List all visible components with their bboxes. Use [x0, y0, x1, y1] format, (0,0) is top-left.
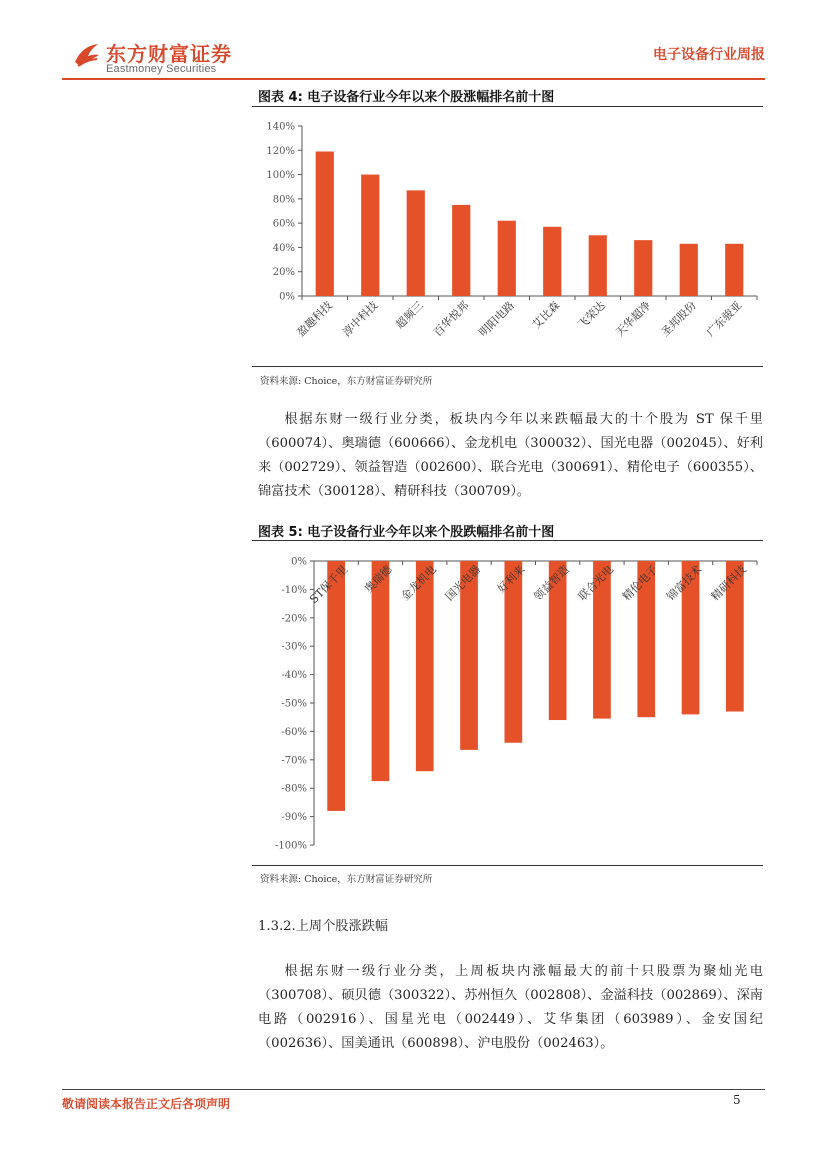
figure4-source: 资料来源: Choice，东方财富证券研究所 — [260, 376, 433, 387]
y-tick-label: 80% — [272, 194, 295, 206]
paragraph-weekly-gainers: 根据东财一级行业分类，上周板块内涨幅最大的前十只股票为聚灿光电（300708）、硕贝德（300322）、苏州恒久（002808）、金溢科技（002869）、深南电路（002916）、国星光电（002449）、艾华集团（603989）、金安国纪（002636）、国美通讯（600898）、沪电股份（002463）。 — [258, 964, 763, 1051]
y-tick-label: -90% — [281, 812, 307, 824]
header-divider — [62, 78, 765, 80]
bar — [589, 235, 607, 296]
x-category-label: 飞荣达 — [575, 298, 608, 332]
x-category-label: 金龙机电 — [398, 562, 439, 604]
y-tick-label: 60% — [272, 218, 295, 230]
x-category-label: 锦富技术 — [664, 562, 705, 604]
bar — [634, 240, 652, 296]
bar — [680, 244, 698, 296]
y-tick-label: -50% — [281, 698, 307, 710]
x-category-label: 奥瑞德 — [362, 562, 395, 596]
x-category-label: 淳中科技 — [340, 298, 381, 340]
report-title: 电子设备行业周报 — [653, 47, 765, 63]
x-category-label: 好利来 — [494, 562, 528, 596]
bar — [725, 244, 743, 296]
x-category-label: 国光电器 — [442, 562, 484, 604]
y-tick-label: 120% — [266, 145, 295, 157]
brand-name-en: Eastmoney Securities — [106, 63, 217, 75]
figure5-source: 资料来源: Choice，东方财富证券研究所 — [260, 874, 433, 885]
y-tick-label: 40% — [272, 242, 295, 254]
y-tick-label: -30% — [281, 641, 307, 653]
x-category-label: 百华悦邦 — [431, 298, 472, 340]
y-tick-label: -20% — [281, 613, 307, 625]
bar — [543, 227, 561, 296]
x-category-label: 精伦电子 — [620, 562, 661, 604]
figure5-top-rule — [252, 540, 763, 541]
y-tick-label: 140% — [266, 121, 295, 133]
bar — [416, 561, 434, 771]
x-category-label: 艾比森 — [529, 298, 563, 332]
y-tick-label: -70% — [281, 755, 307, 767]
x-category-label: 广东骏亚 — [704, 298, 745, 340]
y-tick-label: 100% — [266, 170, 295, 182]
x-category-label: 圣邦股份 — [658, 298, 699, 340]
figure4-title: 图表 4: 电子设备行业今年以来个股涨幅排名前十图 — [258, 90, 555, 105]
x-category-label: 超频三 — [393, 298, 426, 332]
y-tick-label: -80% — [281, 783, 307, 795]
y-tick-label: 0% — [291, 556, 307, 568]
y-tick-label: 0% — [279, 291, 295, 303]
x-category-label: 联合光电 — [575, 562, 617, 604]
bar — [316, 152, 334, 297]
brand-logo-icon — [72, 40, 102, 70]
x-category-label: 领益智造 — [531, 562, 572, 604]
figure4-bottom-rule — [252, 366, 763, 367]
figure5-bottom-rule — [252, 865, 763, 866]
y-tick-label: -40% — [281, 670, 307, 682]
bar — [361, 175, 379, 296]
bar — [452, 205, 470, 296]
x-category-label: 盈趣科技 — [294, 298, 335, 340]
losers-bar-chart — [252, 544, 764, 864]
page-number: 5 — [733, 1093, 741, 1107]
bar — [498, 221, 516, 296]
footer-divider — [62, 1089, 765, 1090]
bar — [407, 190, 425, 296]
figure5-title: 图表 5: 电子设备行业今年以来个股跌幅排名前十图 — [258, 525, 555, 540]
brand-name: 东方财富证券 — [106, 42, 232, 66]
figure4-top-rule — [252, 106, 763, 107]
x-category-label: 精研科技 — [708, 562, 749, 604]
bar — [372, 561, 390, 781]
gainers-bar-chart — [252, 108, 764, 366]
x-category-label: 明阳电路 — [476, 298, 517, 340]
y-tick-label: 20% — [272, 267, 295, 279]
paragraph-losers: 根据东财一级行业分类，板块内今年以来跌幅最大的十个股为 ST 保千里（600074）、奥瑞德（600666）、金龙机电（300032）、国光电器（002045）、好利来（002729）、领益智造（002600）、联合光电（300691）、精伦电子（600355）、锦富技术（300128）、精研科技（300709）。 — [258, 412, 763, 499]
section-heading: 1.3.2.上周个股涨跌幅 — [258, 919, 389, 934]
y-tick-label: -10% — [281, 584, 307, 596]
footer-disclaimer: 敬请阅读本报告正文后各项声明 — [62, 1097, 231, 1111]
bar — [327, 561, 345, 811]
x-category-label: 天华超净 — [613, 298, 654, 340]
y-tick-label: -60% — [281, 726, 307, 738]
x-category-label: ST保千里 — [307, 562, 351, 606]
y-tick-label: -100% — [275, 840, 307, 852]
